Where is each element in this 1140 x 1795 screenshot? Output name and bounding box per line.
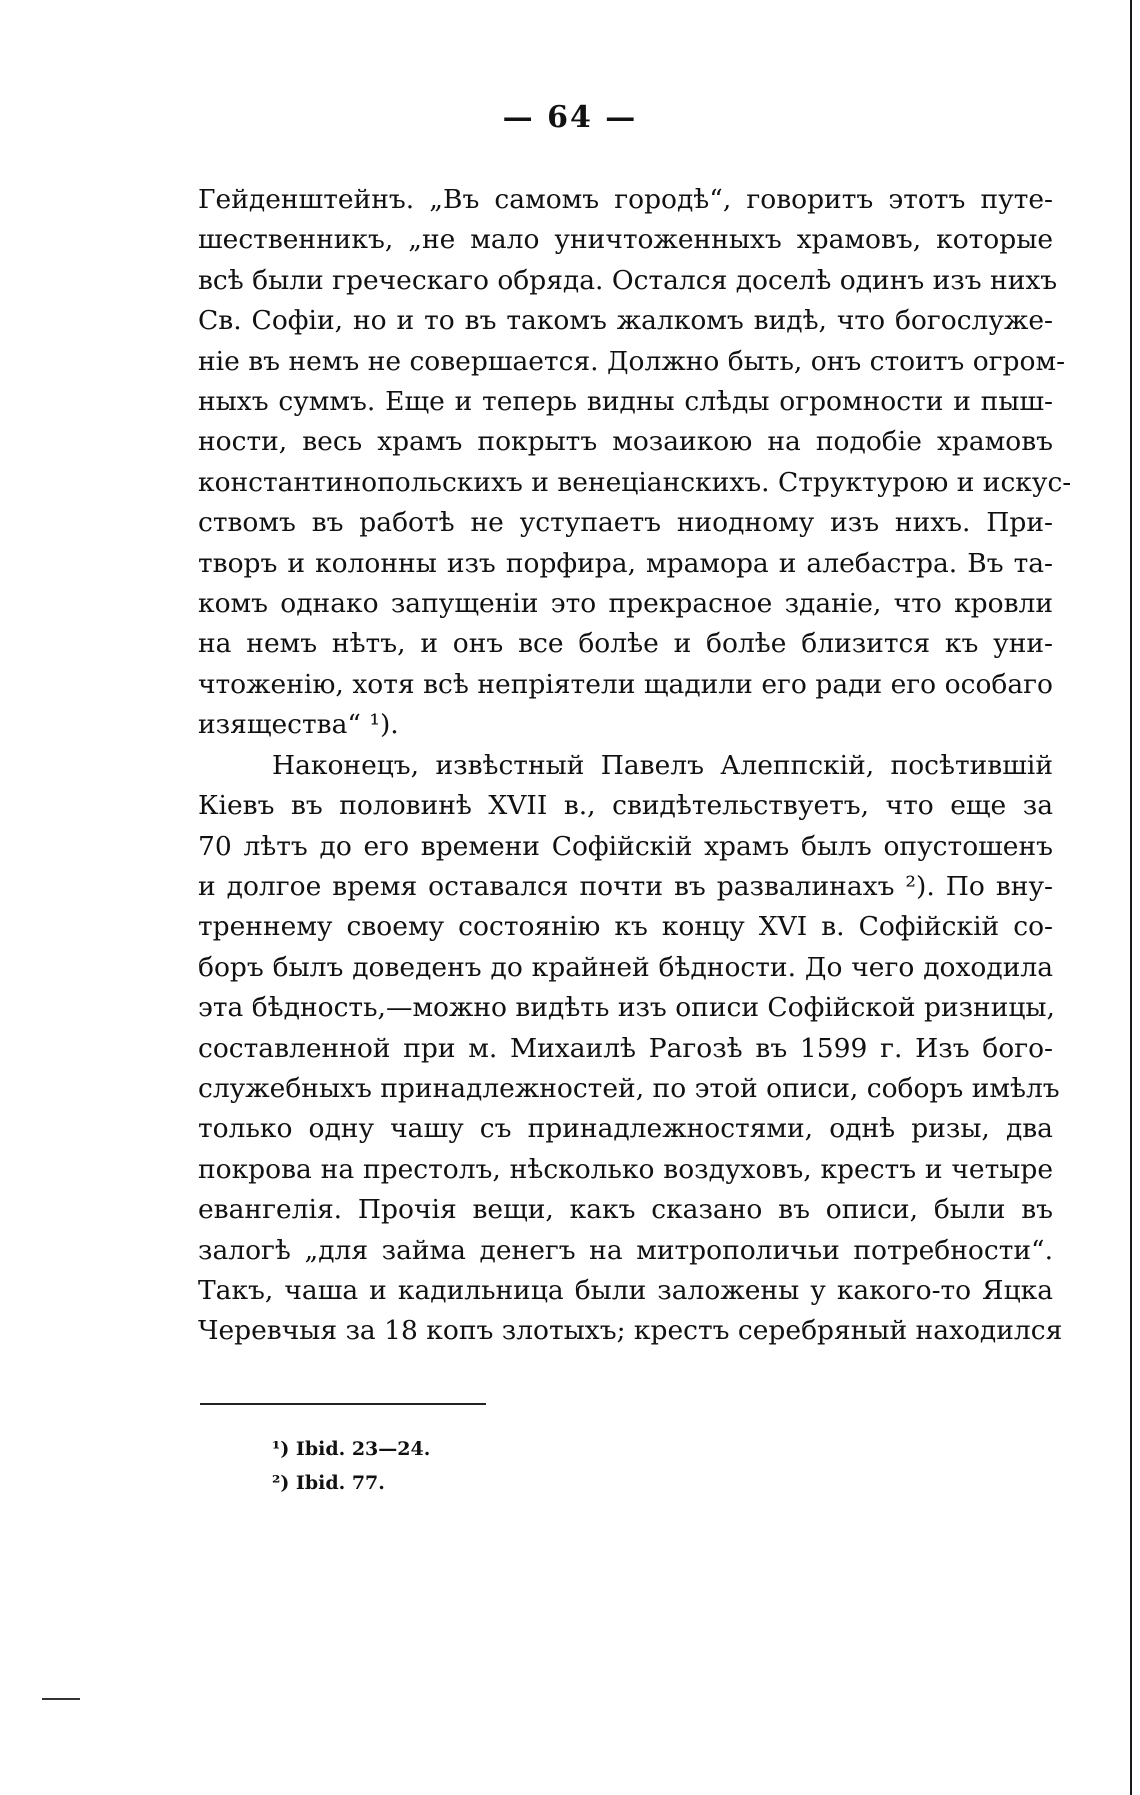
text-line: 70 лѣтъ до его времени Софійскій храмъ былъ опустошенъ	[198, 830, 1053, 862]
text-line: ніе въ немъ не совершается. Должно быть, онъ стоитъ огром-	[198, 345, 1066, 377]
text-line: чтоженію, хотя всѣ непріятели щадили его ради его особаго	[198, 668, 1053, 700]
text-line: евангелія. Прочія вещи, какъ сказано въ описи, были въ	[198, 1194, 1053, 1226]
footnote-2: ²) Ibid. 77.	[272, 1472, 385, 1494]
paragraph-2	[198, 746, 1063, 1352]
text-line: Черевчыя за 18 копъ злотыхъ; крестъ серебряный находился	[198, 1315, 1063, 1347]
footnote-1: ¹) Ibid. 23—24.	[272, 1438, 431, 1460]
text-line: и долгое время оставался почти въ развалинахъ ²). По вну-	[198, 870, 1053, 902]
margin-mark	[42, 1698, 80, 1700]
paragraph-1	[198, 180, 1072, 746]
text-line: только одну чашу съ принадлежностями, однѣ ризы, два	[198, 1113, 1053, 1145]
text-line: Такъ, чаша и кадильница были заложены у какого-то Яцка	[198, 1274, 1053, 1306]
page-edge-line	[1130, 0, 1132, 1795]
text-line: шественникъ, „не мало уничтоженныхъ храмовъ, которые	[198, 224, 1053, 256]
page-number: — 64 —	[502, 100, 638, 135]
text-line: творъ и колонны изъ порфира, мрамора и алебастра. Въ та-	[198, 547, 1053, 579]
text-line: покрова на престолъ, нѣсколько воздуховъ, крестъ и четыре	[198, 1153, 1053, 1185]
text-line: ствомъ въ работѣ не уступаетъ ниодному изъ нихъ. При-	[198, 507, 1053, 539]
main-text	[198, 180, 1072, 1352]
text-line: изящества“ ¹).	[198, 709, 399, 741]
footnotes	[272, 1432, 430, 1500]
text-line: ности, весь храмъ покрытъ мозаикою на подобіе храмовъ	[198, 426, 1053, 458]
text-line: служебныхъ принадлежностей, по этой описи, соборъ имѣлъ	[198, 1072, 1060, 1104]
text-line: Св. Софіи, но и то въ такомъ жалкомъ видѣ, что богослуже-	[198, 305, 1053, 337]
text-line: составленной при м. Михаилѣ Рагозѣ въ 1599 г. Изъ бого-	[198, 1032, 1053, 1064]
text-line: Гейденштейнъ. „Въ самомъ городѣ“, говоритъ этотъ путе-	[198, 184, 1053, 215]
text-line: константинопольскихъ и венеціанскихъ. Структурою и искус-	[198, 466, 1072, 498]
text-line: треннему своему состоянію къ концу XVI в. Софійскій со-	[198, 911, 1053, 943]
text-line: ныхъ суммъ. Еще и теперь видны слѣды огромности и пыш-	[198, 386, 1053, 418]
text-line: боръ былъ доведенъ до крайней бѣдности. До чего доходила	[198, 951, 1053, 983]
text-line: на немъ нѣтъ, и онъ все болѣе и болѣе близится къ уни-	[198, 628, 1053, 660]
text-line: эта бѣдность,—можно видѣть изъ описи Софійской ризницы,	[198, 992, 1055, 1024]
text-line: Кіевъ въ половинѣ XVII в., свидѣтельствуетъ, что еще за	[198, 790, 1053, 822]
text-line: залогѣ „для займа денегъ на митрополичьи потребности“.	[198, 1234, 1053, 1266]
text-line: Наконецъ, извѣстный Павелъ Алеппскій, посѣтившій	[272, 749, 1053, 781]
text-line: комъ однако запущеніи это прекрасное зданіе, что кровли	[198, 588, 1053, 620]
text-line: всѣ были греческаго обряда. Остался доселѣ одинъ изъ нихъ	[198, 264, 1058, 296]
footnote-separator	[200, 1403, 486, 1405]
